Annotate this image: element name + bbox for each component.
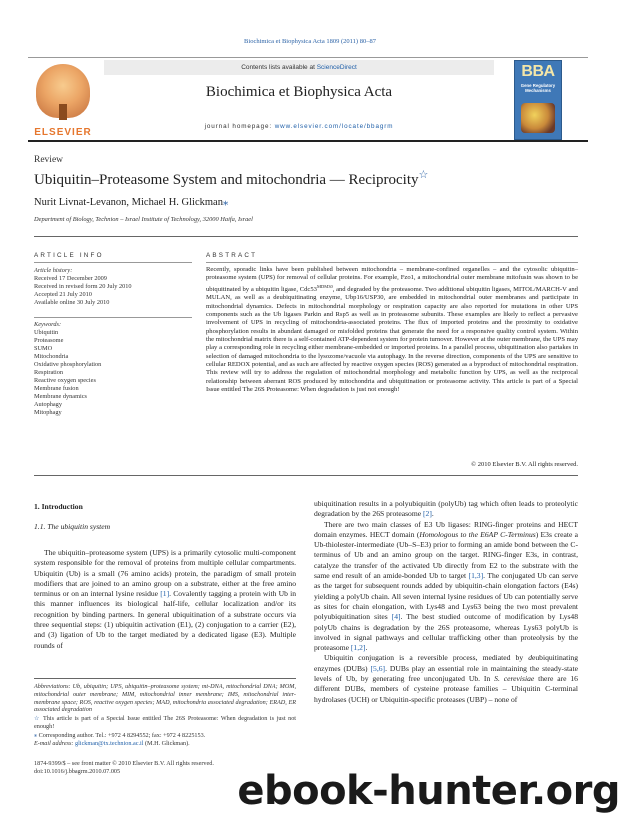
article-title-text: Ubiquitin–Proteasome System and mitochondria — Reciprocity [34, 172, 419, 188]
paragraph [314, 520, 578, 654]
citation-link[interactable]: [4] [391, 612, 401, 622]
keyword: Membrane dynamics [34, 393, 87, 400]
text: . The best studied outcome of modification by Lys48 polyUb chains is degradation by the 26S proteasome, whereas Lys63 polyUb is involved in signal pathways and cellular trafficking other than proteolysis by the proteasome [314, 612, 579, 653]
affiliation-rule [34, 236, 578, 237]
text: eubiquitinating enzymes (DUBs) [314, 653, 578, 673]
homepage-prefix: journal homepage: [204, 123, 275, 130]
text: . DUBs play an essential role in maintaining the steady-state levels of Ub, by generating free unconjugated Ub. In [314, 663, 578, 684]
article-info-rule [34, 262, 192, 263]
article-type: Review [34, 155, 64, 165]
elsevier-logo[interactable] [28, 60, 98, 138]
affiliation: Department of Biology, Technion – Israel Institute of Technology, 32000 Haifa, Israel [34, 216, 253, 223]
body-column-right [314, 499, 578, 705]
text: Ubiquitin conjugation is a reversible process, mediated by [324, 653, 529, 663]
abstract-superscript: MDM30 [316, 283, 333, 289]
doi[interactable]: doi:10.1016/j.bbagrm.2010.07.005 [34, 767, 121, 775]
paragraph [314, 653, 578, 704]
title-footnote-symbol: ☆ [34, 715, 41, 723]
citation-link[interactable]: [1,2] [350, 643, 366, 653]
top-rule [28, 57, 588, 58]
tree-trunk [59, 104, 67, 120]
emphasis: S. cerevisiae [494, 674, 535, 684]
keyword: Ubiquitin [34, 329, 59, 336]
homepage-link[interactable]: www.elsevier.com/locate/bbagrm [274, 123, 394, 130]
paragraph [34, 548, 296, 651]
keyword: Reactive oxygen species [34, 377, 96, 384]
citation-link[interactable]: [2] [423, 509, 432, 519]
text: . [365, 643, 368, 653]
corresponding-author-marker[interactable]: ⁎ [222, 197, 229, 208]
authors [34, 196, 228, 208]
corresponding-text: Corresponding author. Tel.: +972 4 8294552; fax: +972 4 8225153. [38, 731, 206, 739]
citation-link[interactable]: [5,6] [370, 663, 386, 673]
footnote-rule [34, 678, 296, 679]
history-accepted: Accepted 21 July 2010 [34, 291, 92, 298]
publisher-logo-text: ELSEVIER [34, 127, 92, 138]
keyword: SUMO [34, 345, 53, 352]
body-column-left [34, 548, 296, 651]
keyword: Membrane fusion [34, 385, 79, 392]
journal-title: Biochimica et Biophysica Acta [205, 84, 393, 100]
abstract-end-rule [34, 475, 578, 476]
journal-cover[interactable] [514, 60, 562, 140]
text: The ubiquitin–proteasome system (UPS) is a primarily cytosolic multi-component system responsible for the removal of proteins from multiple cellular compartments. Ubiquitin (Ub) is a small (76 amino acids) protein, the paradigm of small protein modifiers that are joined to an amino group on a substrate, either at the free amino terminus or on an internal lysine residue [34, 548, 296, 599]
issn: 1874-9399/$ – see front matter © 2010 Elsevier B.V. All rights reserved. [34, 760, 214, 767]
keyword: Mitophagy [34, 409, 62, 416]
text: ) E3s create a Ub-thiolester-intermediate (Ub–S–E3) prior to forming an amide bond between the C-terminus of Ub and an amino group on the target. RING-finger E3s, in contrast, catalyze the transfer of the activated Ub directly from E2 to the substrate with the same end result of an amide-bonded Ub to target [314, 529, 578, 581]
journal-homepage [104, 123, 494, 130]
keyword: Autophagy [34, 401, 62, 408]
abstract-part-2: , and degraded by the proteasome. Two additional ubiquitin ligases, MITOL/MARCH-V and MULAN, as well as a deubiquitinating enzyme, Ubp16/USP30, are embedded in mitochondrial outer membranes and participate in mitochondrial dynamics. Defects in mitochondrial morphology or respiration capacity are also reported for mutations in other UPS components such as the Ub ligases Parkin and Rsp5 as well as in proteasome subunits. These examples are likely to reflect a pervasive involvement of UPS in recycling of mitochondria-associated proteins. The flux of imported proteins and the proximity to oxidative phosphorylation results in abundant damaged or misfolded proteins that generate the need for a responsive quality control system. Within the mitochondrial matrix there is a self-contained ATP-dependent system for protein turnover. However at the outer membrane, the UPS may play a corresponding role in recycling either membrane-embedded or imported proteins. In a parallel process, ubiquitination also partakes in selection of damaged mitochondria to the lysozome/vacuole via autophagy. In the reverse direction, components of the UPS are sensitive to cellular REDOX potential, and as such are affected by reactive oxygen species (ROS) generated as a byproduct of mitochondrial respiration. This review will try to address the regulation of mitochondrial morphology and metabolic function by UPS, as well as the reciprocal relationship between aberrant ROS produced by mitochondria and ubiquitination or proteasome activity. This article is part of a Special Issue entitled The 26S Proteasome: When degradation is just not enough! [206, 285, 578, 393]
masthead-rule [28, 140, 588, 142]
history-revised: Received in revised form 20 July 2010 [34, 283, 132, 290]
text: there are 16 different DUBs, members of cysteine protease families – Ubiquitin C-terminal hydrolases (UCH) or Ubiquitin-specific proteases (UBP) – none of [314, 674, 578, 704]
emphasis: d [528, 653, 533, 663]
keyword: Proteasome [34, 337, 64, 344]
history-online: Available online 30 July 2010 [34, 299, 110, 306]
copyright: © 2010 Elsevier B.V. All rights reserved. [471, 461, 578, 468]
footnotes [34, 683, 296, 748]
article-title [34, 168, 428, 189]
abbreviations-text: Abbreviations: Ub, ubiquitin; UPS, ubiquitin–proteasome system; mt-DNA, mitochondrial DNA; MOM, mitochondrial outer membrane; MIM, mitochondrial inner membrane; IMS, mitochondrial inter-membrane space; ROS, reactive oxygen species; MAD, mitochondria associated degradation; ERAD, ER associated degradation [34, 683, 296, 714]
cover-image [521, 103, 555, 133]
corresponding-note [34, 732, 296, 748]
running-head[interactable]: Biochimica et Biophysica Acta 1809 (2011) 80–87 [244, 38, 376, 45]
abstract-part-1: Recently, sporadic links have been published between mitochondria – membrane-confined organelles – and the cytosolic ubiquitin–proteasome system (UPS) for removal of cellular proteins. For example, Fzo1, a mitochondrial outer membrane mitofusin was shown to be ubiquitinated by a ubiquitin ligase, Cdc53 [206, 266, 578, 293]
keyword: Mitochondria [34, 353, 69, 360]
special-issue-text: This article is part of a Special Issue entitled The 26S Proteasome: When degradation is just not enough! [34, 715, 297, 730]
emphasis: Homologous to the E6AP C-Terminus [419, 529, 536, 539]
history-received: Received 17 December 2009 [34, 275, 107, 282]
keyword: Respiration [34, 369, 64, 376]
abbreviations-note [34, 683, 296, 714]
article-history [34, 267, 194, 307]
email-suffix: (M.H. Glickman). [143, 739, 190, 747]
text: . [431, 509, 434, 519]
contents-band [104, 60, 494, 75]
email-label: E-mail address: [34, 739, 76, 747]
text: . The conjugated Ub can serve as the target for subsequent rounds added by ubiquitin-chain elongation factors (E4s) yielding a polyUb chain. All seven internal lysine residues of Ub can potentially serve as sites for chain elongation, with Lys48 and Lys63 being the two most prevalent polyubiquitination sites [314, 571, 578, 622]
section-heading: 1. Introduction [34, 502, 83, 511]
keyword: Oxidative phosphorylation [34, 361, 102, 368]
special-issue-note [34, 715, 296, 731]
cover-abbrev: BBA [521, 63, 555, 80]
email-link[interactable]: glickman@tx.technion.ac.il [75, 739, 144, 747]
abstract-rule [206, 262, 578, 263]
keywords-heading: Keywords: [34, 321, 62, 328]
author-footnote-symbol: ⁎ [34, 731, 38, 739]
keywords-rule [34, 317, 192, 318]
abstract-text [206, 266, 578, 394]
citation-link[interactable]: [1,3] [468, 571, 484, 581]
history-heading: Article history: [34, 267, 73, 274]
text: ubiquitination results in a polyubiquitin (polyUb) tag which often leads to proteolytic degradation by the 26S proteasome [314, 499, 578, 519]
keywords [34, 321, 194, 417]
text: . Covalently tagging a protein with Ub in this manner influences its biological half-life, cellular localization and/or its recognition by binding partners. In general ubiquitination of a substrate occurs via three sequential steps: (1) ubiquitin activation (E1), (2) conjugation to a carrier (E2), and (3) ligation of Ub to the target mediated by a dedicated ligase (E3). Multiple rounds of [34, 589, 296, 650]
contents-prefix: Contents lists available at [241, 64, 317, 71]
sciencedirect-link[interactable]: ScienceDirect [316, 64, 357, 71]
watermark-text: ebook-hunter.org [237, 768, 620, 814]
citation-link[interactable]: [1] [160, 589, 170, 599]
article-info-label: ARTICLE INFO [34, 252, 104, 259]
cover-subtitle: Gene Regulatory Mechanisms [520, 83, 556, 93]
author-names: Nurit Livnat-Levanon, Michael H. Glickman [34, 197, 223, 208]
paragraph [314, 499, 578, 520]
watermark-banner [150, 768, 620, 827]
subsection-heading: 1.1. The ubiquitin system [34, 522, 111, 531]
abstract-label: ABSTRACT [206, 252, 258, 259]
text: There are two main classes of E3 Ub ligases: RING-finger proteins and HECT domain enzymes. HECT domain ( [314, 519, 578, 539]
title-footnote-marker[interactable]: ☆ [418, 169, 429, 181]
